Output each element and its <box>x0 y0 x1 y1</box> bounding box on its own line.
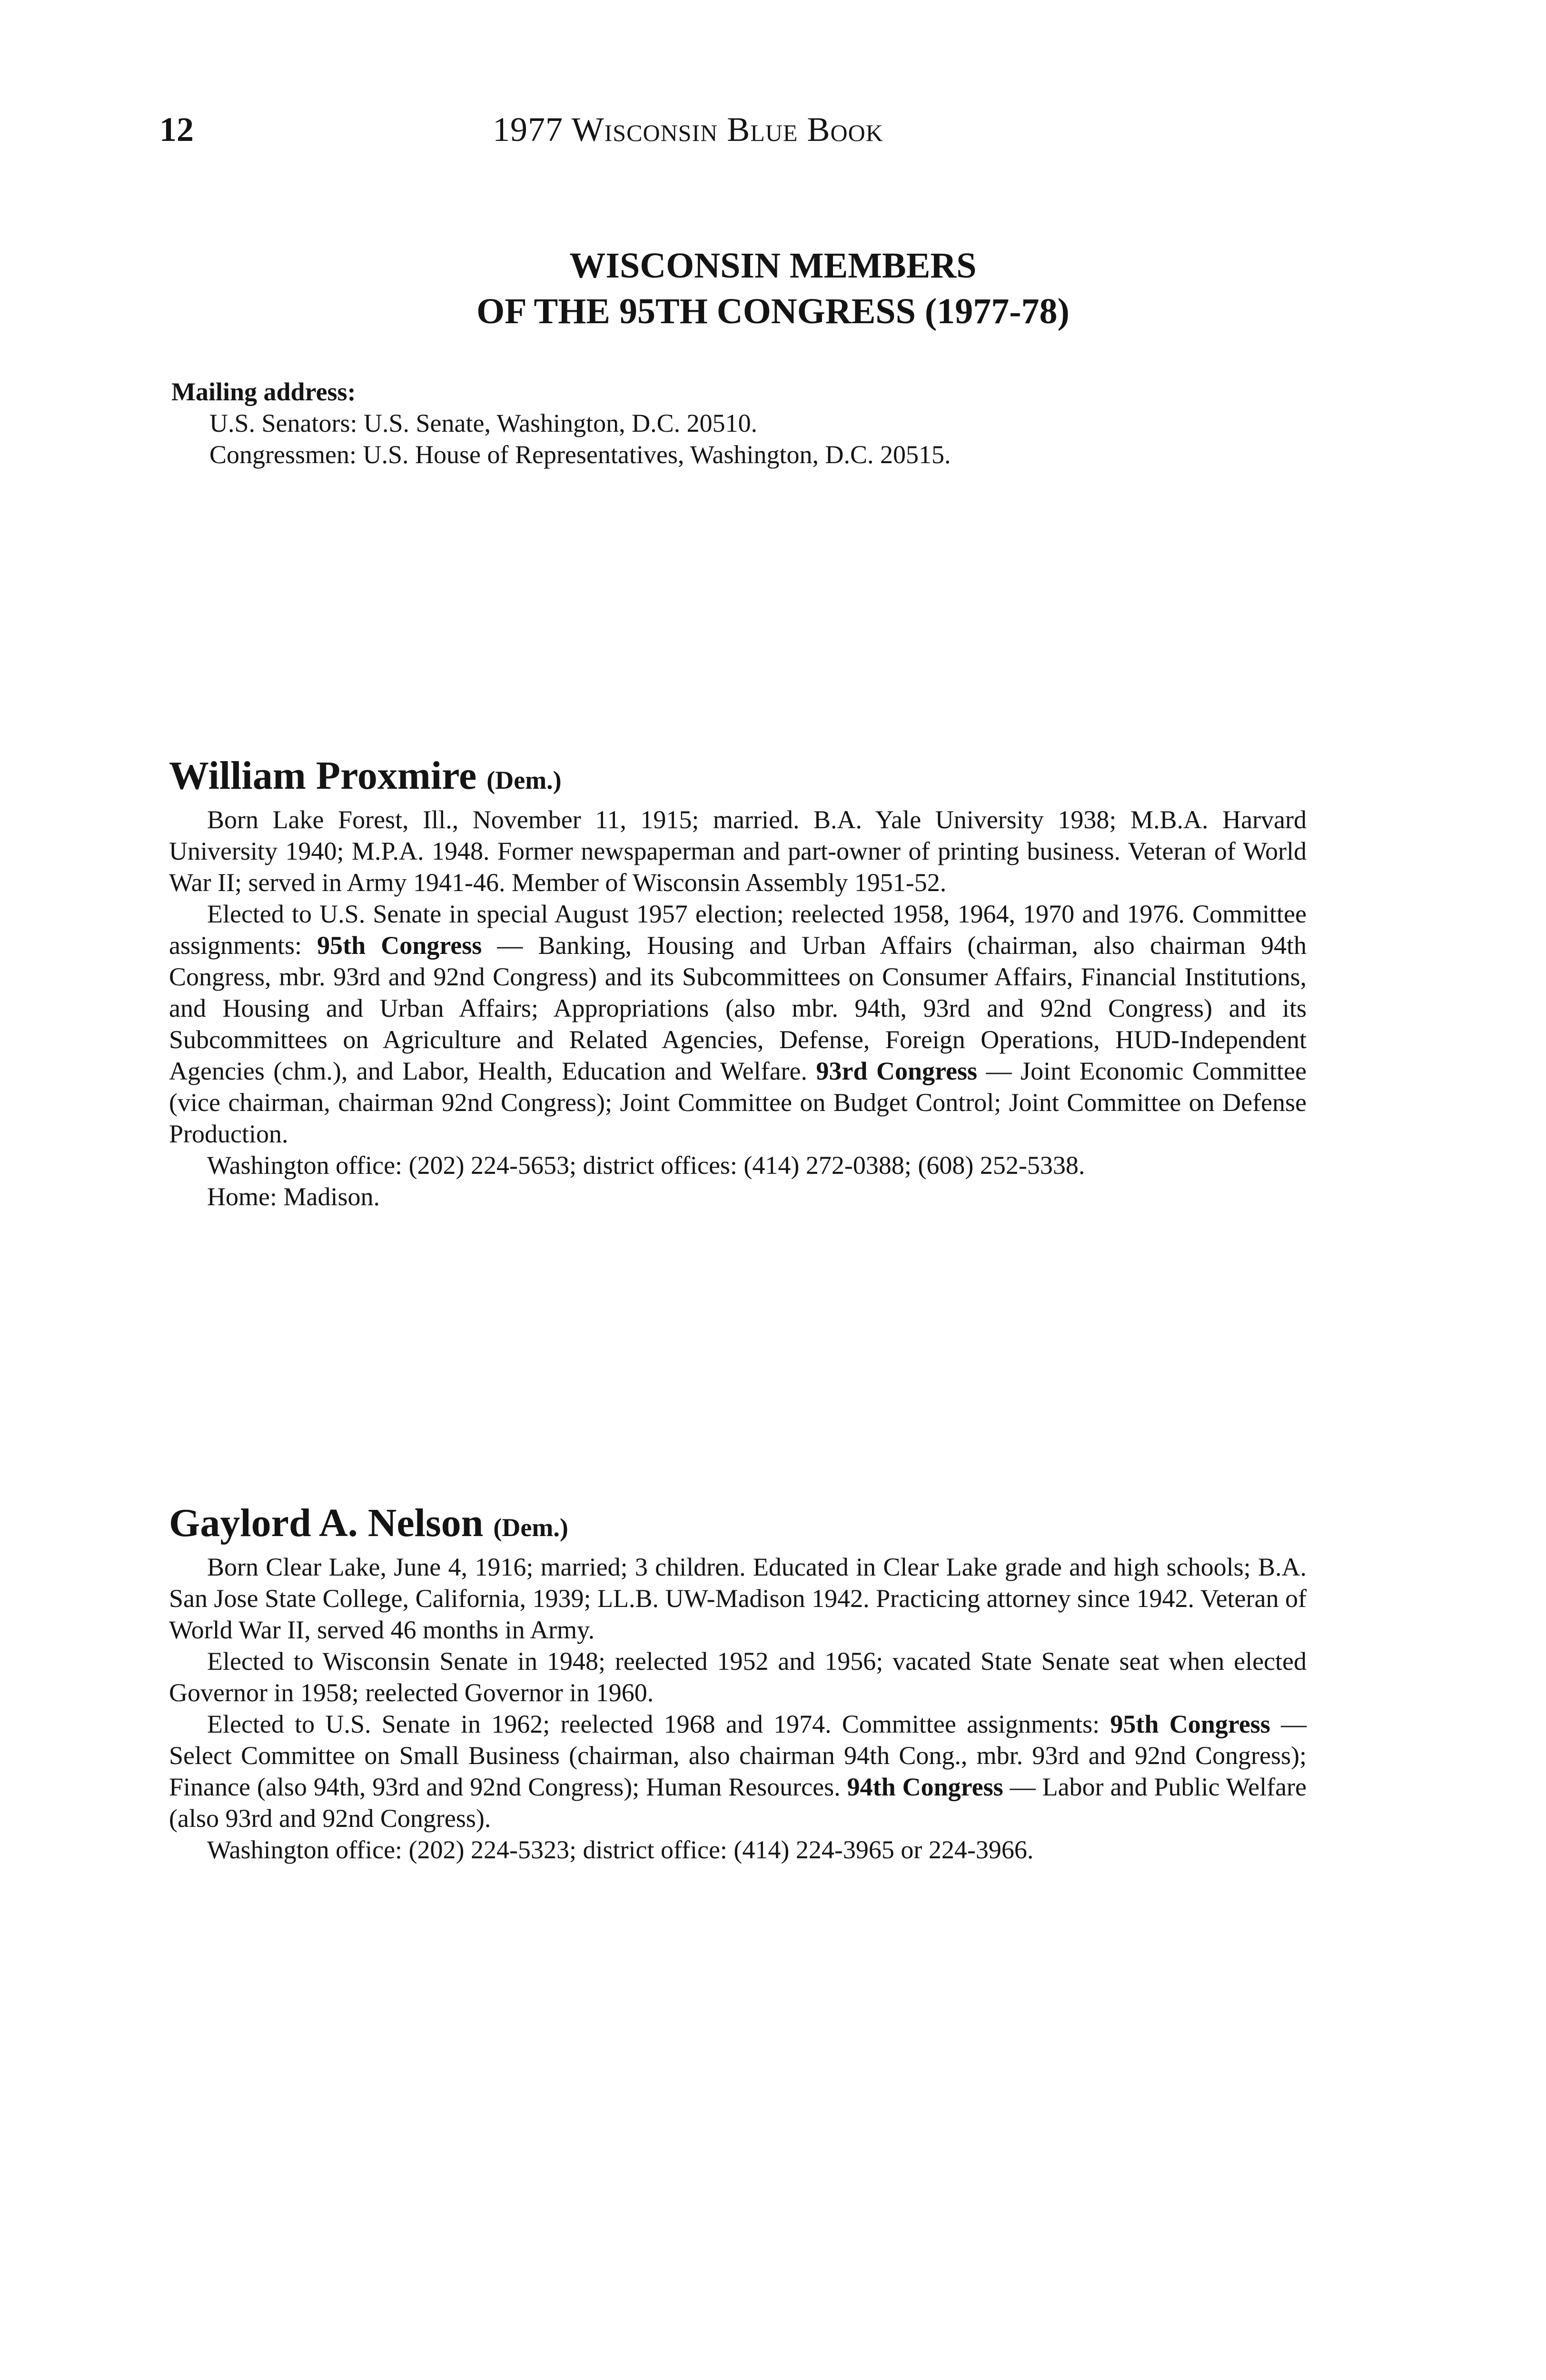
member-office: Washington office: (202) 224-5323; district office: (414) 224-3965 or 224-3966. <box>207 1835 1034 1864</box>
career-bold-95th: 95th Congress <box>317 931 482 960</box>
member-state-career: Elected to Wisconsin Senate in 1948; reelected 1952 and 1956; vacated State Senate seat when elected Governor in 1958; reelected Governor in 1960. <box>169 1647 1307 1707</box>
career-bold-93rd: 93rd Congress <box>816 1057 978 1085</box>
member-home: Home: Madison. <box>207 1182 380 1211</box>
page-title-line-1: WISCONSIN MEMBERS <box>569 246 977 286</box>
member-heading <box>169 1499 1307 1551</box>
running-title: 1977 Wisconsin Blue Book <box>493 110 883 149</box>
member-career <box>169 1708 1307 1834</box>
member-bio: Born Clear Lake, June 4, 1916; married; 3 children. Educated in Clear Lake grade and high schools; B.A. San Jose State College, California, 1939; LL.B. UW-Madison 1942. Practicing attorney since 1942. Veteran of World War II, served 46 months in Army. <box>169 1553 1307 1644</box>
career-text-a: Elected to U.S. Senate in 1962; reelected 1968 and 1974. Committee assignments: <box>207 1710 1110 1738</box>
member-office: Washington office: (202) 224-5653; district offices: (414) 272-0388; (608) 252-5338. <box>207 1151 1085 1180</box>
career-text-c: — Joint Economic Committee (vice chairman, chairman 92nd Congress); Joint Committee on Budget Control; Joint Committee on Defense Production. <box>169 1057 1307 1148</box>
mailing-congressmen: Congressmen: U.S. House of Representatives, Washington, D.C. 20515. <box>209 440 951 469</box>
member-entry-proxmire <box>169 752 1307 1212</box>
career-text-a: Elected to U.S. Senate in special August 1957 election; reelected 1958, 1964, 1970 and 1976. Committee assignments: <box>169 900 1307 960</box>
member-heading <box>169 752 1307 804</box>
career-bold-94th: 94th Congress <box>847 1773 1003 1801</box>
career-bold-95th: 95th Congress <box>1110 1710 1270 1738</box>
page-title-line-2: OF THE 95TH CONGRESS (1977-78) <box>476 291 1070 331</box>
member-party: (Dem.) <box>486 766 562 794</box>
member-name: William Proxmire <box>169 754 477 798</box>
page-number: 12 <box>159 110 194 149</box>
mailing-address <box>171 376 1314 470</box>
mailing-address-label: Mailing address: <box>171 377 356 406</box>
mailing-senators: U.S. Senators: U.S. Senate, Washington, D.C. 20510. <box>209 409 758 437</box>
career-text-b: — Select Committee on Small Business (chairman, also chairman 94th Cong., mbr. 93rd and 92nd Congress); Finance (also 94th, 93rd and 92nd Congress); Human Resources. <box>169 1710 1307 1801</box>
running-head <box>159 106 1387 153</box>
career-text-b: — Banking, Housing and Urban Affairs (chairman, also chairman 94th Congress, mbr. 93rd and 92nd Congress) and its Subcommittees on Consumer Affairs, Financial Institutions, and Housing and Urban Affairs; Appropriations (also mbr. 94th, 93rd and 92nd Congress) and its Subcommittees on Agriculture and Related Agencies, Defense, Foreign Operations, HUD-Independent Agencies (chm.), and Labor, Health, Education and Welfare. <box>169 931 1307 1085</box>
page-title <box>0 243 1546 334</box>
member-entry-nelson <box>169 1499 1307 1865</box>
career-text-c: — Labor and Public Welfare (also 93rd and 92nd Congress). <box>169 1773 1307 1833</box>
member-party: (Dem.) <box>493 1513 568 1542</box>
member-name: Gaylord A. Nelson <box>169 1501 484 1545</box>
member-career <box>169 898 1307 1150</box>
member-bio: Born Lake Forest, Ill., November 11, 1915; married. B.A. Yale University 1938; M.B.A. Harvard University 1940; M.P.A. 1948. Former newspaperman and part-owner of printing business. Veteran of World War II; served in Army 1941-46. Member of Wisconsin Assembly 1951-52. <box>169 805 1307 897</box>
